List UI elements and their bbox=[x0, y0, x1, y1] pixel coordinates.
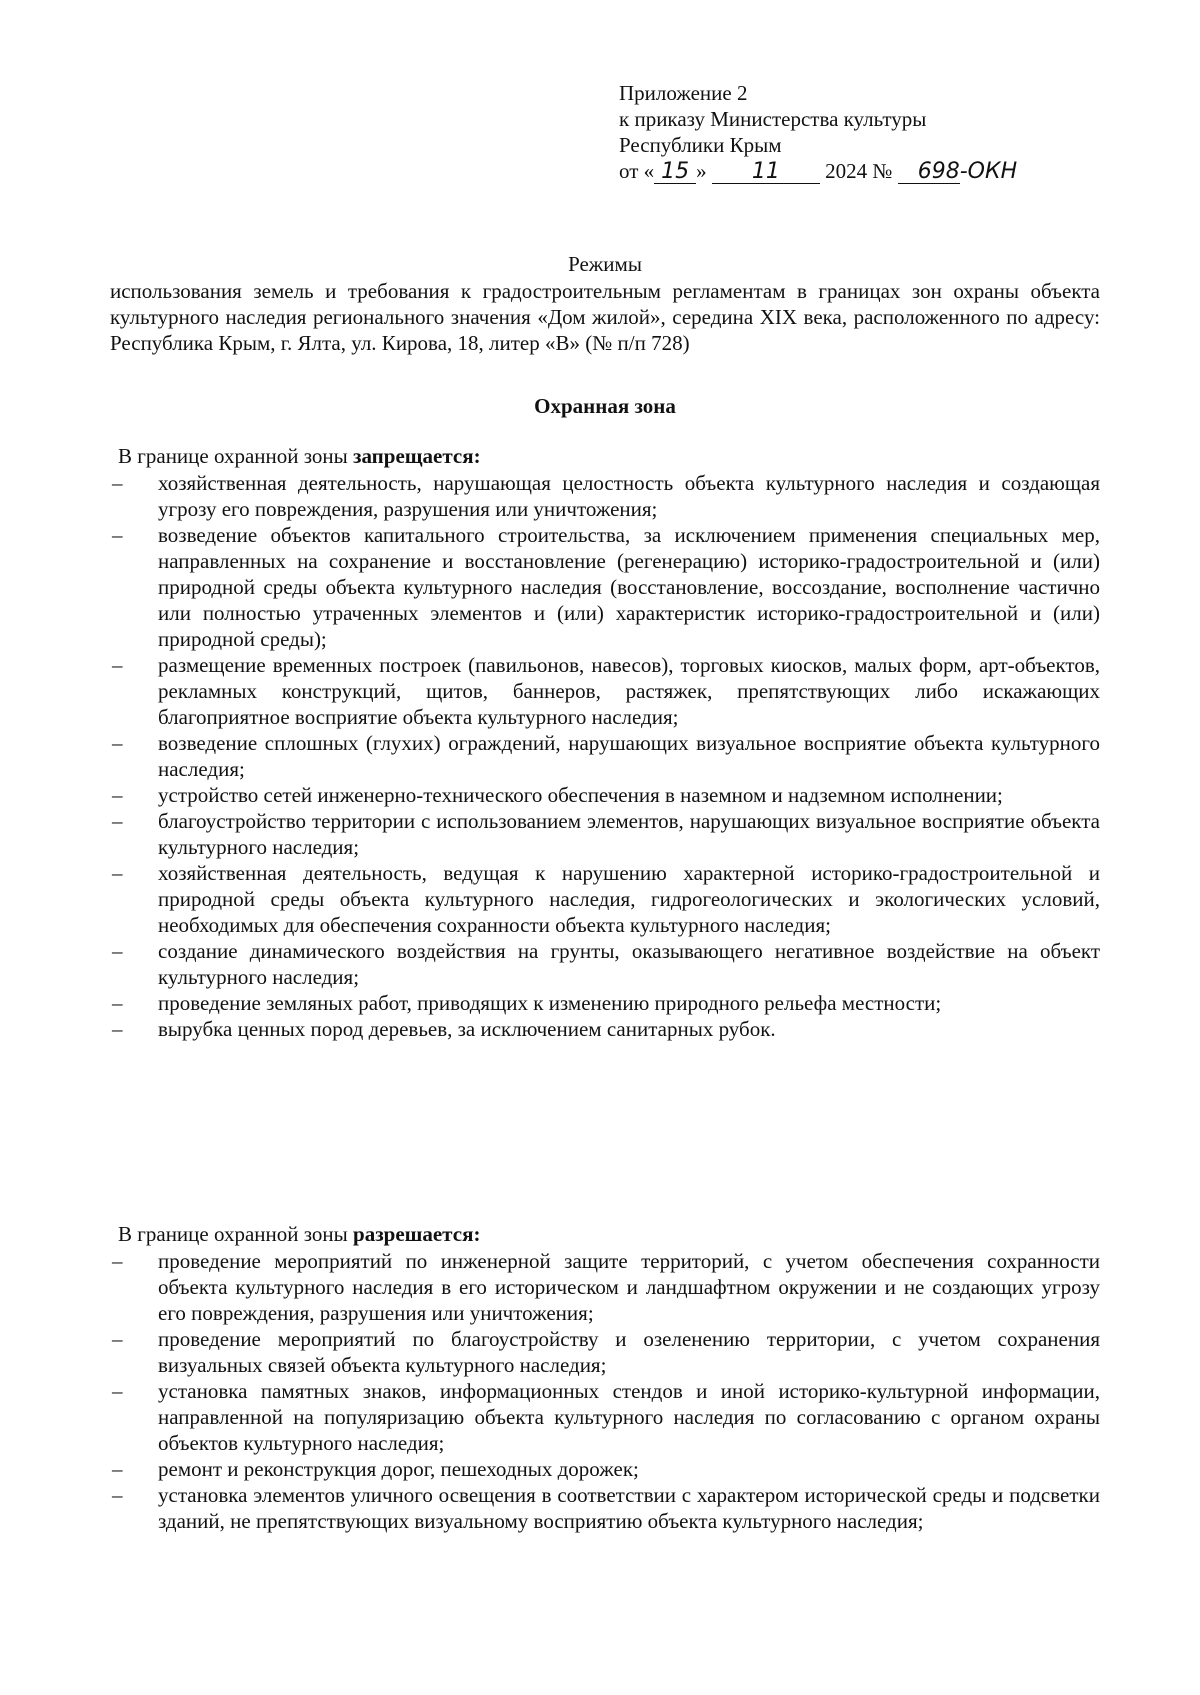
dash-marker: – bbox=[112, 939, 123, 963]
list-item-text: проведение земляных работ, приводящих к изменению природного рельефа местности; bbox=[158, 991, 942, 1015]
order-date-line bbox=[619, 158, 1099, 185]
list-item bbox=[110, 730, 1100, 782]
allowed-intro-keyword: разрешается: bbox=[353, 1222, 481, 1246]
order-reference: к приказу Министерства культуры bbox=[619, 107, 927, 131]
appendix-number: Приложение 2 bbox=[619, 81, 748, 105]
list-item-text: устройство сетей инженерно-технического обеспечения в наземном и надземном исполнении; bbox=[158, 783, 1003, 807]
dash-marker: – bbox=[112, 809, 123, 833]
list-item bbox=[110, 1326, 1100, 1378]
list-item bbox=[110, 808, 1100, 860]
list-item bbox=[110, 470, 1100, 522]
list-item bbox=[110, 652, 1100, 730]
list-item bbox=[110, 1456, 1100, 1482]
dash-marker: – bbox=[112, 861, 123, 885]
list-item-text: благоустройство территории с использованием элементов, нарушающих визуальное восприятие объекта культурного наследия; bbox=[158, 809, 1100, 859]
dash-marker: – bbox=[112, 783, 123, 807]
list-item-text: установка элементов уличного освещения в соответствии с характером исторической среды и подсветки зданий, не препятствующих визуальному восприятию объекта культурного наследия; bbox=[158, 1483, 1100, 1533]
list-item bbox=[110, 522, 1100, 652]
list-item bbox=[110, 1016, 1100, 1042]
dash-marker: – bbox=[112, 991, 123, 1015]
handwritten-month: 11 bbox=[712, 161, 820, 184]
allowed-intro bbox=[118, 1221, 1098, 1247]
list-item-text: ремонт и реконструкция дорог, пешеходных дорожек; bbox=[158, 1457, 639, 1481]
dash-marker: – bbox=[112, 1379, 123, 1403]
allowed-list bbox=[110, 1248, 1100, 1534]
list-item-text: проведение мероприятий по благоустройству и озеленению территории, с учетом сохранения визуальных связей объекта культурного наследия; bbox=[158, 1327, 1100, 1377]
list-item-text: вырубка ценных пород деревьев, за исключением санитарных рубок. bbox=[158, 1017, 776, 1041]
dash-marker: – bbox=[112, 1017, 123, 1041]
dash-marker: – bbox=[112, 1457, 123, 1481]
dash-marker: – bbox=[112, 731, 123, 755]
list-item bbox=[110, 990, 1100, 1016]
prohibited-intro bbox=[118, 443, 1098, 469]
prohibited-list bbox=[110, 470, 1100, 1042]
prohibited-intro-text: В границе охранной зоны bbox=[118, 444, 354, 468]
year-and-number-label: 2024 № bbox=[825, 159, 893, 183]
list-item bbox=[110, 1482, 1100, 1534]
allowed-intro-text: В границе охранной зоны bbox=[118, 1222, 354, 1246]
list-item-text: установка памятных знаков, информационных стендов и иной историко-культурной информации, направленной на популяризацию объекта культурного наследия по согласованию с органом охраны объектов культурного наследия; bbox=[158, 1379, 1100, 1455]
handwritten-order-number: 698 bbox=[898, 161, 960, 184]
list-item bbox=[110, 1248, 1100, 1326]
list-item-text: проведение мероприятий по инженерной защите территорий, с учетом обеспечения сохранности объекта культурного наследия в его историческом и ландшафтном окружении и не создающих угрозу его повреждения, разрушения или уничтожения; bbox=[158, 1249, 1100, 1325]
dash-marker: – bbox=[112, 1327, 123, 1351]
list-item bbox=[110, 782, 1100, 808]
list-item-text: возведение сплошных (глухих) ограждений, нарушающих визуальное восприятие объекта культурного наследия; bbox=[158, 731, 1100, 781]
document-subtitle: использования земель и требования к градостроительным регламентам в границах зон охраны объекта культурного наследия регионального значения «Дом жилой», середина XIX века, расположенного по адресу: Республика Крым, г. Ялта, ул. Кирова, 18, литер «В» (№ п/п 728) bbox=[110, 279, 1100, 355]
appendix-header bbox=[619, 80, 1099, 185]
prohibited-intro-keyword: запрещается: bbox=[353, 444, 481, 468]
handwritten-order-suffix: -ОКН bbox=[959, 159, 1018, 184]
document-title: Режимы bbox=[568, 252, 642, 276]
ministry-region: Республики Крым bbox=[619, 133, 782, 157]
list-item-text: хозяйственная деятельность, ведущая к нарушению характерной историко-градостроительной и природной среды объекта культурного наследия, гидрогеологических и экологических условий, необходимых для обеспечения сохранности объекта культурного наследия; bbox=[158, 861, 1100, 937]
list-item-text: создание динамического воздействия на грунты, оказывающего негативное воздействие на объект культурного наследия; bbox=[158, 939, 1100, 989]
list-item bbox=[110, 938, 1100, 990]
date-prefix: от « bbox=[619, 159, 655, 183]
list-item bbox=[110, 860, 1100, 938]
dash-marker: – bbox=[112, 1483, 123, 1507]
dash-marker: – bbox=[112, 523, 123, 547]
list-item-text: размещение временных построек (павильонов, навесов), торговых киосков, малых форм, арт-объектов, рекламных конструкций, щитов, баннеров, растяжек, препятствующих либо искажающих благоприятное восприятие объекта культурного наследия; bbox=[158, 653, 1100, 729]
list-item-text: хозяйственная деятельность, нарушающая целостность объекта культурного наследия и создающая угрозу его повреждения, разрушения или уничтожения; bbox=[158, 471, 1100, 521]
dash-marker: – bbox=[112, 653, 123, 677]
list-item bbox=[110, 1378, 1100, 1456]
handwritten-day: 15 bbox=[654, 161, 696, 184]
date-mid: » bbox=[696, 159, 707, 183]
list-item-text: возведение объектов капитального строительства, за исключением применения специальных мер, направленных на сохранение и восстановление (регенерацию) историко-градостроительной и (или) природной среды объекта культурного наследия (восстановление, воссоздание, восполнение частично или полностью утраченных элементов и (или) характеристик историко-градостроительной и (или) природной среды); bbox=[158, 523, 1100, 651]
section-heading: Охранная зона bbox=[534, 394, 676, 418]
dash-marker: – bbox=[112, 1249, 123, 1273]
dash-marker: – bbox=[112, 471, 123, 495]
